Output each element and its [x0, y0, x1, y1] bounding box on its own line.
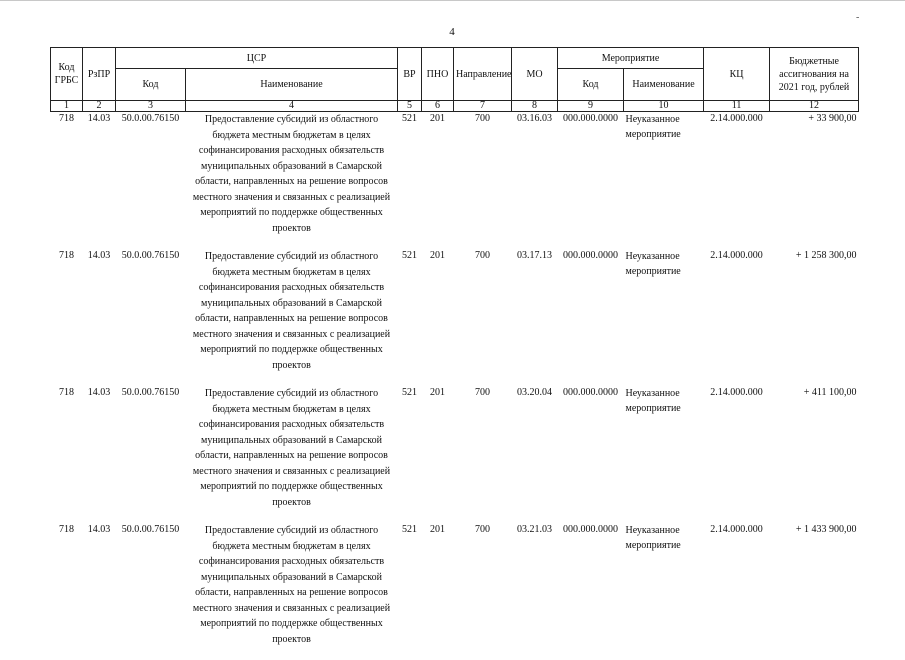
- table-row: [51, 386, 859, 523]
- cell-pno: 201: [422, 386, 454, 523]
- cell-pno: 201: [422, 523, 454, 660]
- cell-vr: 521: [398, 249, 422, 386]
- table-row: [51, 249, 859, 386]
- cell-direction: 700: [454, 386, 512, 523]
- cell-rzpr: 14.03: [83, 523, 116, 660]
- cell-csr-name: Предоставление субсидий из областного бюджета местным бюджетам в целях софинансирования расходных обязательств муниципальных образований в Самарской области, направленных на решение вопросов местного значения и связанных с реализацией мероприятий по поддержке общественных проектов: [186, 386, 398, 523]
- column-number: 9: [558, 101, 624, 112]
- column-number: 8: [512, 101, 558, 112]
- cell-kc: 2.14.000.000: [704, 386, 770, 523]
- header-mo: МО: [512, 48, 558, 101]
- cell-amount: + 1 433 900,00: [770, 523, 859, 660]
- cell-measure-code: 000.000.0000: [558, 249, 624, 386]
- column-number: 11: [704, 101, 770, 112]
- header-direction: Направление: [454, 48, 512, 101]
- cell-mo: 03.20.04: [512, 386, 558, 523]
- column-number: 12: [770, 101, 859, 112]
- header-csr: ЦСР: [116, 48, 398, 69]
- scan-mark: -: [856, 12, 859, 23]
- cell-kc: 2.14.000.000: [704, 523, 770, 660]
- cell-measure-code: 000.000.0000: [558, 523, 624, 660]
- header-csr-name: Наименование: [186, 69, 398, 101]
- cell-grbs: 718: [51, 249, 83, 386]
- header-code-grbs: Код ГРБС: [51, 48, 83, 101]
- cell-measure-code: 000.000.0000: [558, 386, 624, 523]
- table-row: [51, 523, 859, 660]
- cell-grbs: 718: [51, 112, 83, 250]
- cell-csr-name: Предоставление субсидий из областного бюджета местным бюджетам в целях софинансирования расходных обязательств муниципальных образований в Самарской области, направленных на решение вопросов местного значения и связанных с реализацией мероприятий по поддержке общественных проектов: [186, 523, 398, 660]
- page-top-border: [0, 0, 905, 1]
- cell-mo: 03.17.13: [512, 249, 558, 386]
- cell-rzpr: 14.03: [83, 112, 116, 250]
- cell-kc: 2.14.000.000: [704, 112, 770, 250]
- cell-measure-code: 000.000.0000: [558, 112, 624, 250]
- cell-mo: 03.21.03: [512, 523, 558, 660]
- table-row: [51, 112, 859, 250]
- column-number: 5: [398, 101, 422, 112]
- cell-vr: 521: [398, 386, 422, 523]
- cell-measure-name: Неуказанное мероприятие: [624, 112, 704, 250]
- cell-measure-name: Неуказанное мероприятие: [624, 249, 704, 386]
- cell-direction: 700: [454, 249, 512, 386]
- cell-kc: 2.14.000.000: [704, 249, 770, 386]
- cell-direction: 700: [454, 523, 512, 660]
- cell-vr: 521: [398, 112, 422, 250]
- cell-rzpr: 14.03: [83, 249, 116, 386]
- column-number: 6: [422, 101, 454, 112]
- cell-measure-name: Неуказанное мероприятие: [624, 386, 704, 523]
- header-pno: ПНО: [422, 48, 454, 101]
- cell-pno: 201: [422, 112, 454, 250]
- cell-csr-name: Предоставление субсидий из областного бюджета местным бюджетам в целях софинансирования расходных обязательств муниципальных образований в Самарской области, направленных на решение вопросов местного значения и связанных с реализацией мероприятий по поддержке общественных проектов: [186, 249, 398, 386]
- cell-amount: + 411 100,00: [770, 386, 859, 523]
- table-header: [51, 48, 859, 112]
- page-number: 4: [440, 26, 464, 38]
- header-csr-code: Код: [116, 69, 186, 101]
- header-measure-code: Код: [558, 69, 624, 101]
- cell-rzpr: 14.03: [83, 386, 116, 523]
- column-number: 1: [51, 101, 83, 112]
- cell-measure-name: Неуказанное мероприятие: [624, 523, 704, 660]
- cell-csr-code: 50.0.00.76150: [116, 523, 186, 660]
- column-number: 10: [624, 101, 704, 112]
- cell-amount: + 33 900,00: [770, 112, 859, 250]
- column-number: 3: [116, 101, 186, 112]
- cell-pno: 201: [422, 249, 454, 386]
- column-number-row: [51, 101, 859, 112]
- header-vr: ВР: [398, 48, 422, 101]
- cell-grbs: 718: [51, 386, 83, 523]
- column-number: 2: [83, 101, 116, 112]
- column-number: 7: [454, 101, 512, 112]
- cell-mo: 03.16.03: [512, 112, 558, 250]
- header-budget: Бюджетные ассигнования на 2021 год, рублей: [770, 48, 859, 101]
- header-rzpr: РзПР: [83, 48, 116, 101]
- cell-csr-code: 50.0.00.76150: [116, 386, 186, 523]
- cell-csr-code: 50.0.00.76150: [116, 112, 186, 250]
- cell-grbs: 718: [51, 523, 83, 660]
- cell-vr: 521: [398, 523, 422, 660]
- header-measure-name: Наименование: [624, 69, 704, 101]
- cell-amount: + 1 258 300,00: [770, 249, 859, 386]
- budget-table: [50, 47, 859, 660]
- column-number: 4: [186, 101, 398, 112]
- cell-csr-code: 50.0.00.76150: [116, 249, 186, 386]
- header-kc: КЦ: [704, 48, 770, 101]
- cell-direction: 700: [454, 112, 512, 250]
- table-body: [51, 112, 859, 660]
- cell-csr-name: Предоставление субсидий из областного бюджета местным бюджетам в целях софинансирования расходных обязательств муниципальных образований в Самарской области, направленных на решение вопросов местного значения и связанных с реализацией мероприятий по поддержке общественных проектов: [186, 112, 398, 250]
- header-measure: Мероприятие: [558, 48, 704, 69]
